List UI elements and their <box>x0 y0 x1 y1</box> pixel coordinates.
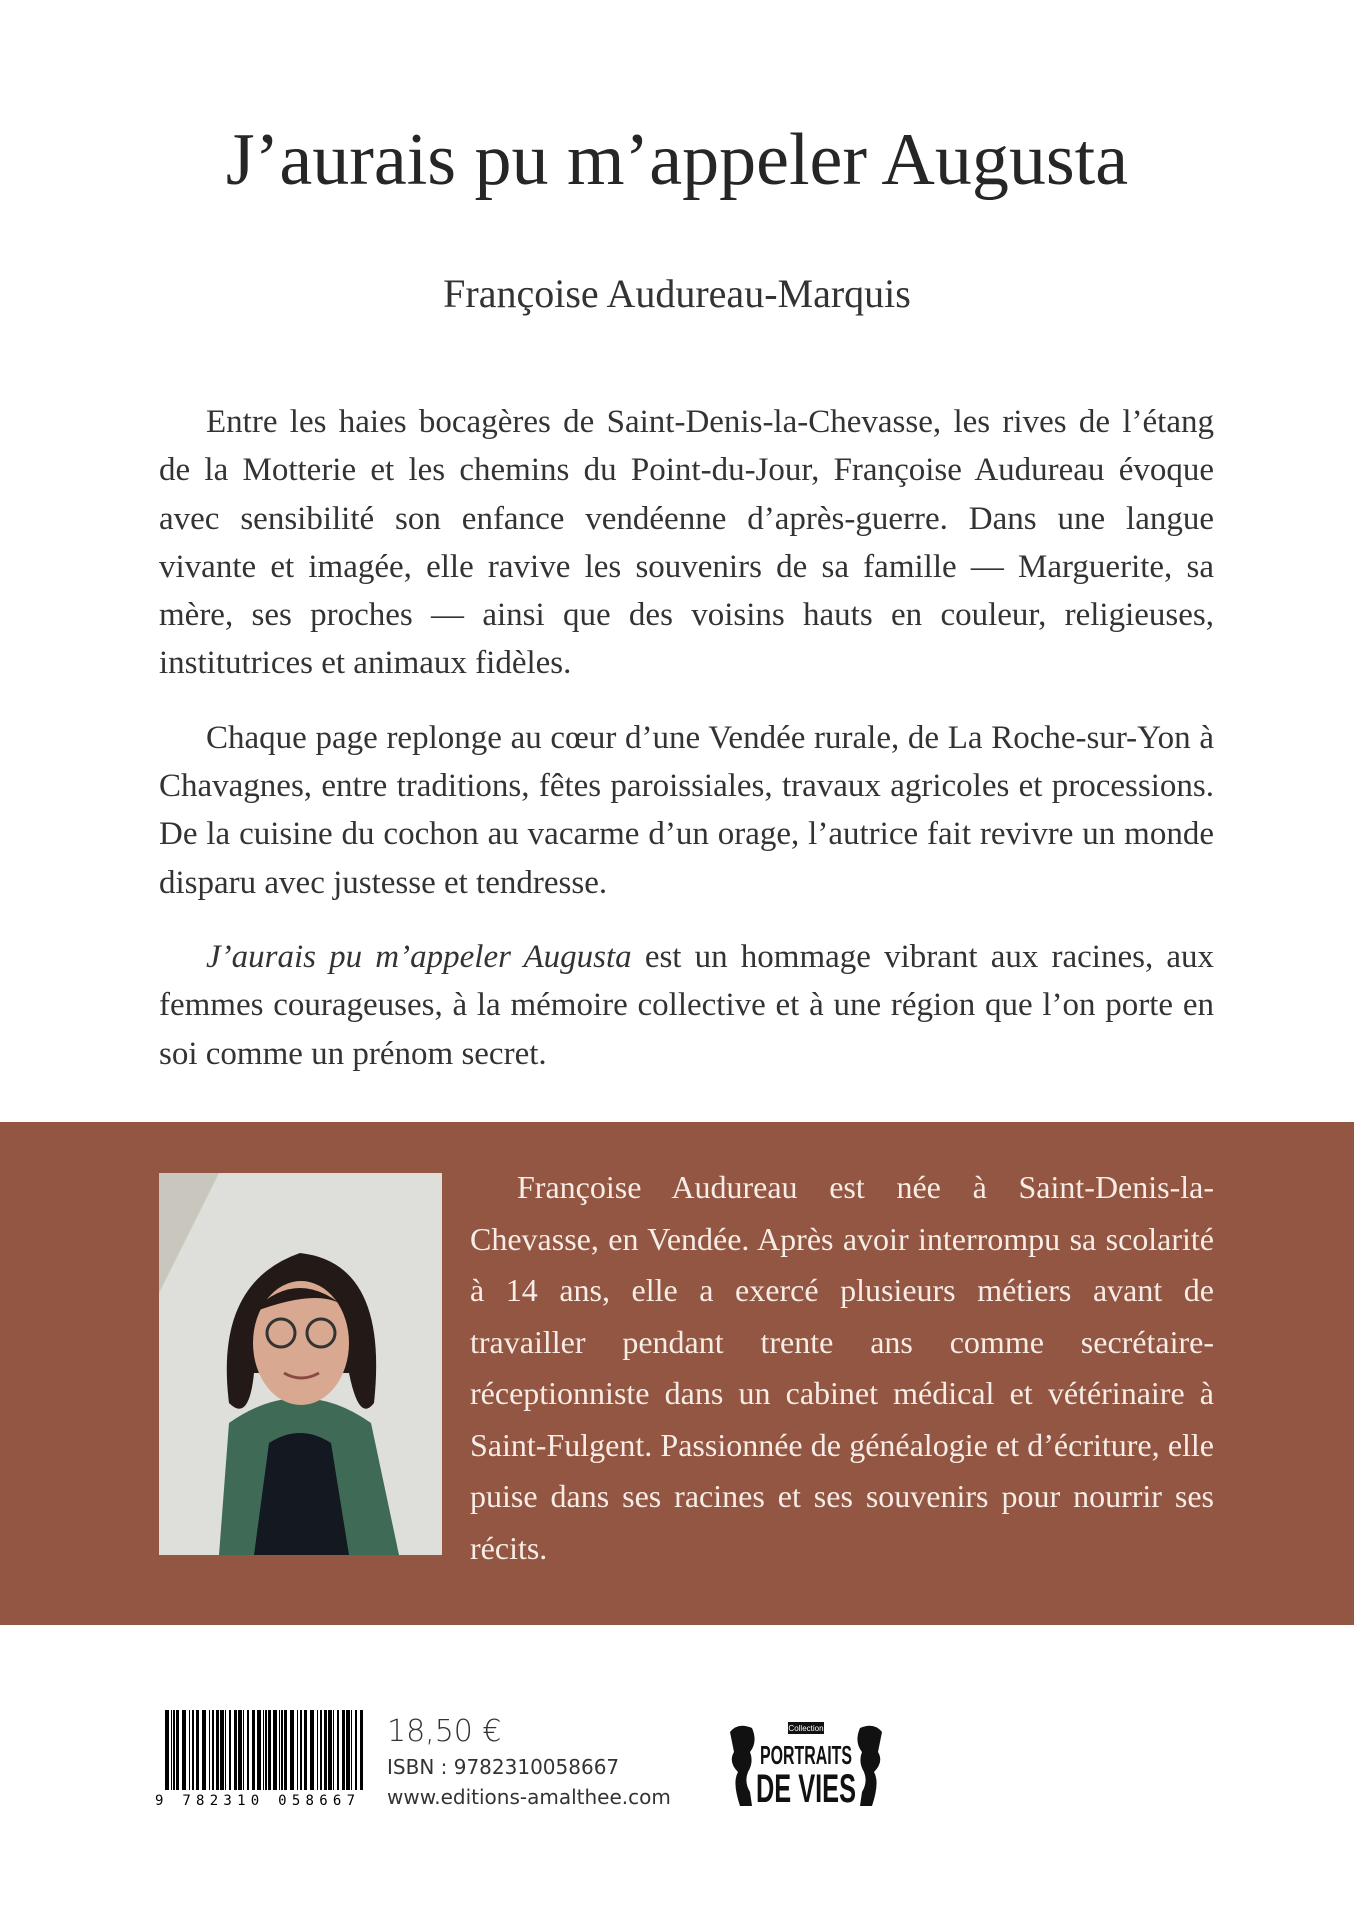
barcode-bar <box>297 1710 298 1790</box>
barcode-bar <box>320 1710 322 1790</box>
author-photo <box>159 1173 442 1555</box>
price: 18,50 € <box>387 1714 502 1749</box>
barcode-bar <box>202 1710 206 1790</box>
logo-line2: DE VIES <box>756 1767 856 1811</box>
blurb-paragraph-3-text: est un hommage vibrant aux racines, aux femmes courageuses, à la mémoire collective et à une région que l’on porte en soi comme un prénom secret. <box>159 938 1214 1072</box>
blurb <box>159 398 1214 1104</box>
blurb-paragraph-3 <box>159 933 1214 1078</box>
barcode-bar <box>342 1710 345 1790</box>
barcode-bar <box>268 1710 271 1790</box>
isbn: ISBN : 9782310058667 <box>387 1755 620 1779</box>
barcode-bar <box>189 1710 190 1790</box>
author-bio <box>470 1162 1214 1574</box>
barcode-bar <box>165 1710 169 1790</box>
barcode-bar <box>192 1710 194 1790</box>
logo-collection: Collection <box>788 1724 824 1733</box>
barcode-bar <box>351 1710 352 1790</box>
barcode-bar <box>279 1710 280 1790</box>
barcode-digits: 9 782310 058667 <box>155 1793 355 1809</box>
website-link[interactable]: www.editions-amalthee.com <box>387 1785 671 1809</box>
barcode-bar <box>360 1710 363 1790</box>
publication-info <box>387 1712 671 1812</box>
barcode-bar <box>337 1710 339 1790</box>
barcode-bar <box>220 1710 224 1790</box>
barcode-bar <box>209 1710 210 1790</box>
barcode <box>153 1710 368 1808</box>
barcode-bar <box>216 1710 219 1790</box>
barcode-bar <box>300 1710 302 1790</box>
barcode-bar <box>310 1710 314 1790</box>
barcode-bar <box>281 1710 283 1790</box>
title-italic: J’aurais pu m’appeler Augusta <box>206 938 632 975</box>
barcode-bar <box>173 1710 175 1790</box>
barcode-bar <box>346 1710 350 1790</box>
barcode-bar <box>317 1710 318 1790</box>
barcode-bar <box>304 1710 307 1790</box>
barcode-bar <box>290 1710 294 1790</box>
barcode-bar <box>182 1710 186 1790</box>
barcode-bar <box>324 1710 327 1790</box>
author-bio-text: Françoise Audureau est née à Saint-Denis-la-Chevasse, en Vendée. Après avoir interrompu sa scolarité à 14 ans, elle a exercé plusieurs métiers avant de travailler pendant trente ans comme secrétaire-réceptionniste dans un cabinet médical et vétérinaire à Saint-Fulgent. Passionnée de généalogie et d’écriture, elle puise dans ses racines et ses souvenirs pour nourrir ses récits. <box>470 1169 1214 1566</box>
barcode-bar <box>273 1710 277 1790</box>
barcode-bar <box>263 1710 264 1790</box>
barcode-bar <box>238 1710 242 1790</box>
book-title: J’aurais pu m’appeler Augusta <box>225 119 1129 201</box>
barcode-bar <box>257 1710 261 1790</box>
blurb-paragraph-2: Chaque page replonge au cœur d’une Vendée rurale, de La Roche-sur-Yon à Chavagnes, entre traditions, fêtes paroissiales, travaux agricoles et processions. De la cuisine du cochon au vacarme d’un orage, l’autrice fait revivre un monde disparu avec justesse et tendresse. <box>159 719 1214 901</box>
barcode-bar <box>171 1710 172 1790</box>
barcode-bar <box>212 1710 214 1790</box>
barcode-bar <box>284 1710 287 1790</box>
barcode-bar <box>328 1710 332 1790</box>
barcode-bar <box>252 1710 255 1790</box>
barcode-bar <box>196 1710 199 1790</box>
author-bio-band <box>0 1122 1354 1625</box>
barcode-bar <box>234 1710 237 1790</box>
barcode-bar <box>247 1710 249 1790</box>
author-name: Françoise Audureau-Marquis <box>443 271 911 316</box>
barcode-bar <box>355 1710 357 1790</box>
barcode-bar <box>333 1710 334 1790</box>
logo-line1: PORTRAITS <box>760 1740 852 1770</box>
barcode-bar <box>225 1710 226 1790</box>
barcode-bar <box>243 1710 244 1790</box>
collection-logo <box>728 1722 884 1811</box>
barcode-bar <box>176 1710 179 1790</box>
barcode-bar <box>229 1710 231 1790</box>
barcode-bar <box>265 1710 267 1790</box>
blurb-paragraph-1: Entre les haies bocagères de Saint-Denis-la-Chevasse, les rives de l’étang de la Motterie et les chemins du Point-du-Jour, Françoise Audureau évoque avec sensibilité son enfance vendéenne d’après-guerre. Dans une langue vivante et imagée, elle ravive les souvenirs de sa famille — Marguerite, sa mère, ses proches — ainsi que des voisins hauts en couleur, religieuses, institutrices et animaux fidèles. <box>159 404 1214 682</box>
